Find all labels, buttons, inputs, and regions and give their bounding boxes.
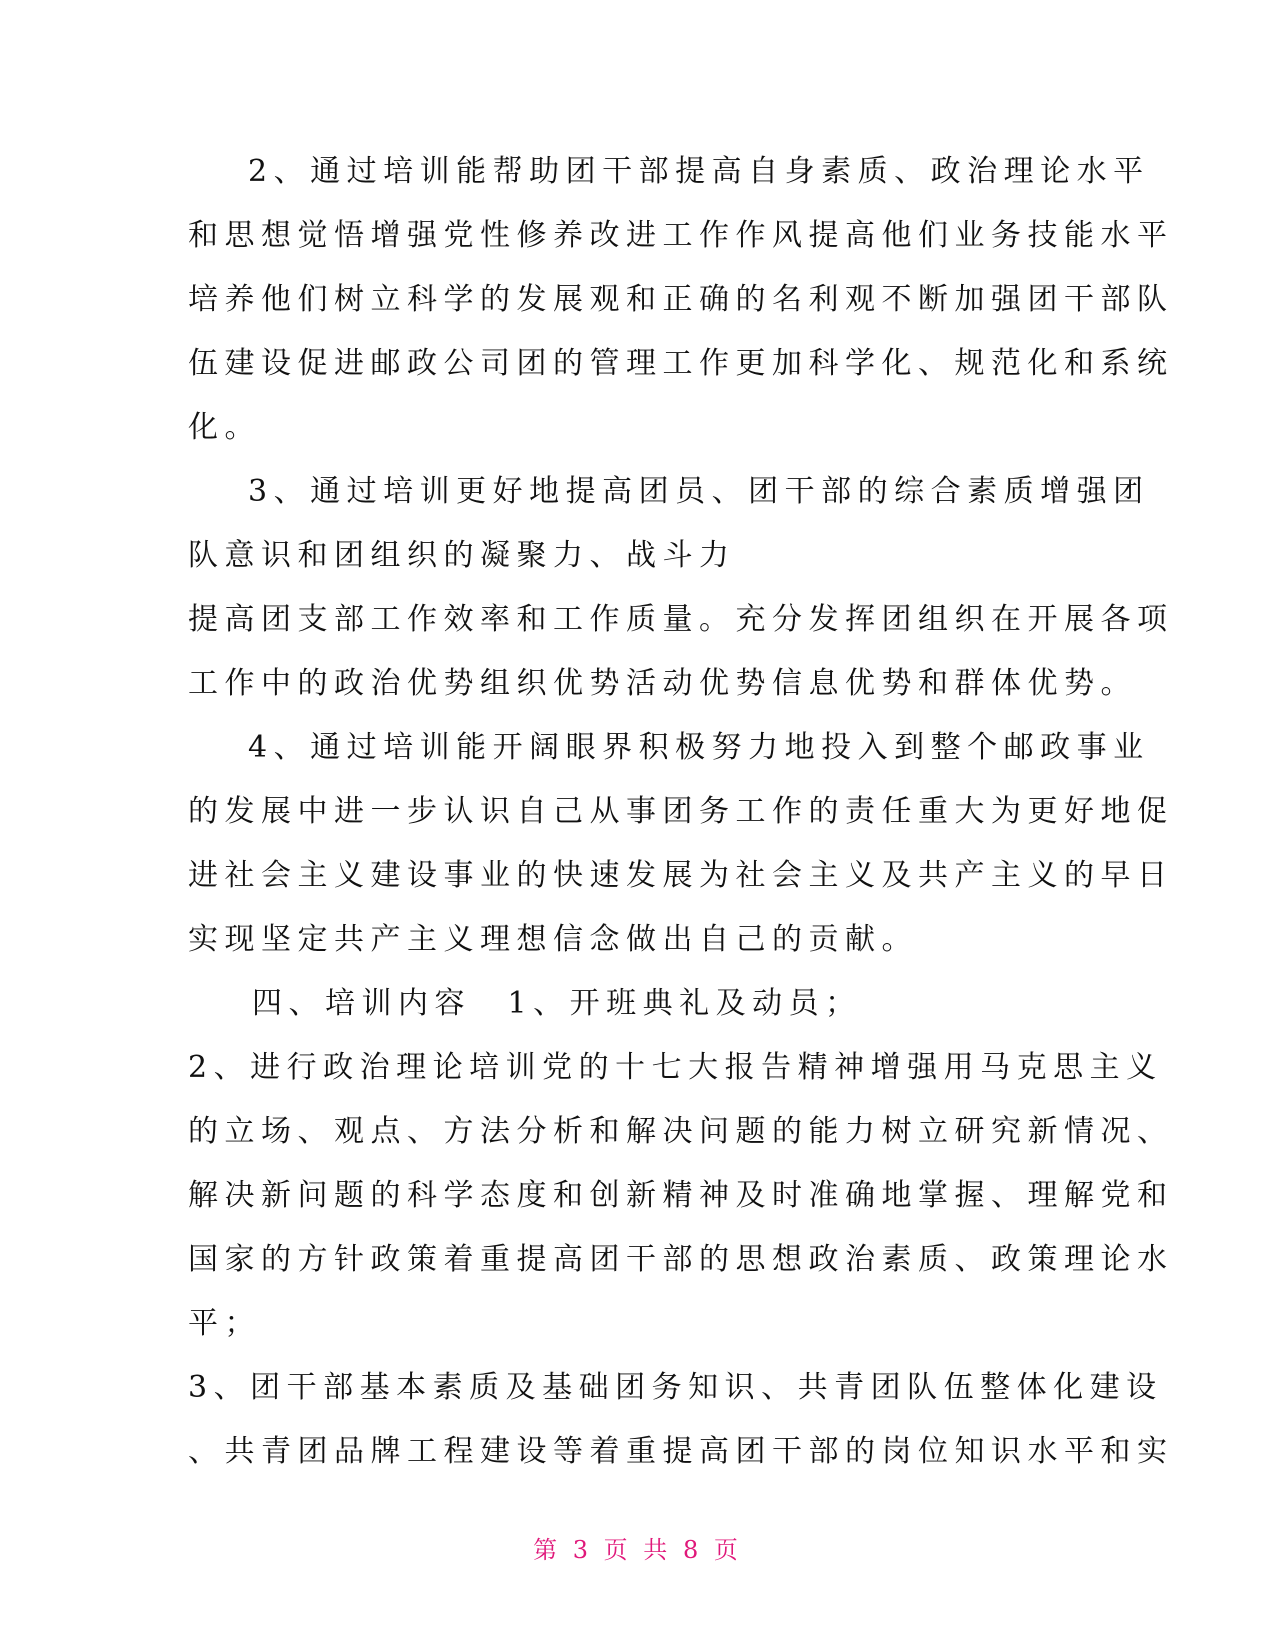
section-heading-line: 四、培训内容 1、开班典礼及动员； xyxy=(252,986,862,1021)
text-line: 3、通过培训更好地提高团员、团干部的综合素质增强团 xyxy=(248,474,1150,509)
text-line: 提高团支部工作效率和工作质量。充分发挥团组织在开展各项 xyxy=(188,602,1174,637)
text-line: 国家的方针政策着重提高团干部的思想政治素质、政策理论水 xyxy=(188,1242,1174,1277)
text-line: 3、团干部基本素质及基础团务知识、共青团队伍整体化建设 xyxy=(188,1370,1163,1405)
text-line: 2、通过培训能帮助团干部提高自身素质、政治理论水平 xyxy=(248,154,1150,189)
document-body xyxy=(188,140,1174,1484)
text-line: 4、通过培训能开阔眼界积极努力地投入到整个邮政事业 xyxy=(248,730,1150,765)
text-line: 化。 xyxy=(188,410,261,445)
text-line: 培养他们树立科学的发展观和正确的名利观不断加强团干部队 xyxy=(188,282,1174,317)
text-line: 工作中的政治优势组织优势活动优势信息优势和群体优势。 xyxy=(188,666,1137,701)
text-line: 队意识和团组织的凝聚力、战斗力 xyxy=(188,538,736,573)
text-line: 和思想觉悟增强党性修养改进工作作风提高他们业务技能水平 xyxy=(188,218,1174,253)
text-line: 、共青团品牌工程建设等着重提高团干部的岗位知识水平和实 xyxy=(188,1434,1174,1469)
text-line: 的发展中进一步认识自己从事团务工作的责任重大为更好地促 xyxy=(188,794,1174,829)
text-line: 解决新问题的科学态度和创新精神及时准确地掌握、理解党和 xyxy=(188,1178,1174,1213)
text-line: 2、进行政治理论培训党的十七大报告精神增强用马克思主义 xyxy=(188,1050,1163,1085)
text-line: 的立场、观点、方法分析和解决问题的能力树立研究新情况、 xyxy=(188,1114,1174,1149)
text-line: 平； xyxy=(188,1306,261,1341)
text-line: 进社会主义建设事业的快速发展为社会主义及共产主义的早日 xyxy=(188,858,1174,893)
page-number-footer: 第 3 页 共 8 页 xyxy=(533,1536,742,1564)
text-line: 实现坚定共产主义理想信念做出自己的贡献。 xyxy=(188,922,918,957)
text-line: 伍建设促进邮政公司团的管理工作更加科学化、规范化和系统 xyxy=(188,346,1174,381)
